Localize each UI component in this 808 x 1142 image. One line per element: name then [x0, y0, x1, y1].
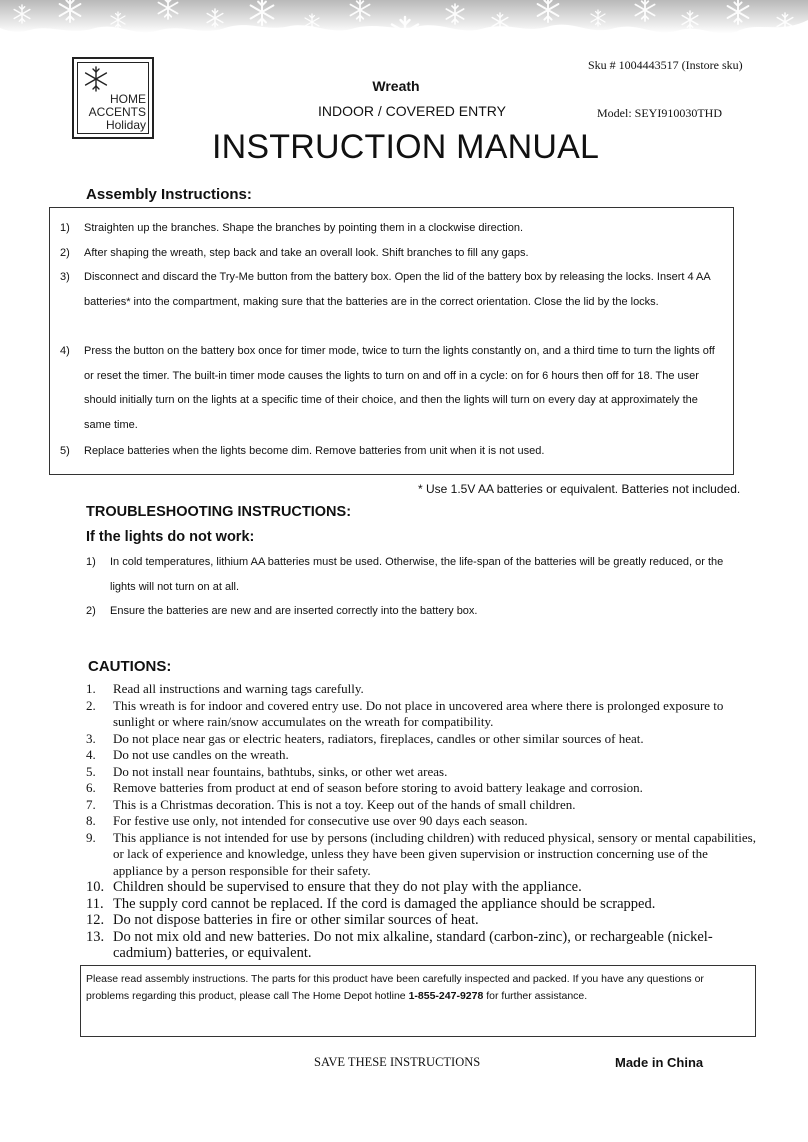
cautions-list: [86, 681, 756, 962]
troubleshooting-heading: TROUBLESHOOTING INSTRUCTIONS:: [86, 504, 352, 520]
step-number: 1): [60, 222, 70, 234]
caution-number: 13.: [86, 928, 105, 945]
caution-item: [86, 797, 756, 814]
troubleshooting-subheading: If the lights do not work:: [86, 529, 255, 545]
caution-text: Do not use candles on the wreath.: [113, 747, 289, 762]
notice-text-after: for further assistance.: [483, 990, 588, 1002]
caution-number: 8.: [86, 813, 96, 828]
step-text: Replace batteries when the lights become dim. Remove batteries from unit when it is not used.: [84, 445, 545, 457]
caution-text: Do not mix old and new batteries. Do not mix alkaline, standard (carbon-zinc), or rechargeable (nickel-cadmium) batteries, or equivalent.: [113, 928, 713, 961]
page-title: INSTRUCTION MANUAL: [212, 128, 600, 166]
caution-text: Children should be supervised to ensure that they do not play with the appliance.: [113, 879, 582, 895]
save-instructions-note: SAVE THESE INSTRUCTIONS: [314, 1055, 481, 1069]
step-text: Ensure the batteries are new and are inserted correctly into the battery box.: [110, 605, 478, 617]
caution-item: [86, 929, 756, 962]
caution-text: Read all instructions and warning tags carefully.: [113, 681, 364, 696]
caution-number: 5.: [86, 763, 96, 779]
step-text: Straighten up the branches. Shape the branches by pointing them in a clockwise direction.: [84, 222, 524, 234]
caution-number: 3.: [86, 730, 96, 746]
caution-item: [86, 912, 756, 929]
caution-item: [86, 780, 756, 797]
contact-notice: [86, 971, 746, 1005]
caution-text: The supply cord cannot be replaced. If the cord is damaged the appliance should be scrapped.: [113, 895, 656, 912]
caution-item: [86, 813, 756, 830]
logo-line-3: Holiday: [105, 118, 146, 132]
caution-text: Do not install near fountains, bathtubs, sinks, or other wet areas.: [113, 763, 448, 779]
notice-text-before: Please read assembly instructions. The parts for this product have been carefully inspected and packed. If you have any questions or problems regarding this product, please call The Home Depot hotline: [86, 973, 704, 1002]
hotline-number: 1-855-247-9278: [408, 990, 484, 1002]
sku-number: Sku # 1004443517 (Instore sku): [588, 58, 743, 72]
step-text: Press the button on the battery box once for timer mode, twice to turn the lights constantly on, and a third time to turn the lights off or reset the timer. The built-in timer mode causes the lights to turn on and off in a cycle: on for 6 hours then off for 18. The user should initially turn on the lights at a specific time of their choice, and then the lights will turn on every day at approximately the same time.: [84, 345, 715, 431]
snowflake-icon: [82, 65, 110, 93]
step-text: Disconnect and discard the Try-Me button from the battery box. Open the lid of the battery box by releasing the locks. Insert 4 AA batteries* into the compartment, making sure that the batteries are in the correct orientation. Close the lid by the locks.: [84, 271, 711, 308]
step-text: In cold temperatures, lithium AA batteries must be used. Otherwise, the life-span of the batteries will be greatly reduced, or the lights will not turn on at all.: [110, 556, 724, 593]
assembly-heading: Assembly Instructions:: [86, 186, 252, 203]
caution-number: 4.: [86, 747, 96, 762]
caution-text: This is a Christmas decoration. This is not a toy. Keep out of the hands of small children.: [113, 796, 576, 812]
caution-number: 6.: [86, 780, 96, 795]
usage-location: INDOOR / COVERED ENTRY: [318, 103, 506, 119]
caution-item: [86, 879, 756, 896]
caution-text: Remove batteries from product at end of season before storing to avoid battery leakage and corrosion.: [113, 780, 643, 795]
product-name: Wreath: [372, 78, 420, 94]
step-number: 1): [86, 556, 96, 568]
brand-logo: [72, 57, 154, 139]
caution-item: [86, 698, 756, 731]
contact-notice-box: [80, 965, 756, 1037]
assembly-instructions-box: [49, 207, 734, 475]
step-number: 5): [60, 445, 70, 457]
caution-number: 7.: [86, 796, 96, 812]
battery-note: * Use 1.5V AA batteries or equivalent. Batteries not included.: [418, 482, 741, 496]
caution-number: 11.: [86, 895, 104, 912]
step-number: 4): [60, 345, 70, 357]
step-number: 2): [86, 605, 96, 617]
country-of-origin: Made in China: [615, 1055, 704, 1070]
caution-item: [86, 764, 756, 781]
caution-text: This appliance is not intended for use by persons (including children) with reduced physical, sensory or mental capabilities, or lack of experience and knowledge, unless they have been given supervision or instruction concerning use of the appliance by a person responsible for their safety.: [113, 829, 756, 878]
caution-item: [86, 747, 756, 764]
cautions-heading: CAUTIONS:: [88, 658, 172, 675]
step-number: 2): [60, 247, 70, 259]
caution-number: 1.: [86, 681, 96, 696]
caution-text: This wreath is for indoor and covered entry use. Do not place in uncovered area where there is prolonged exposure to sunlight or where rain/snow accumulates on the wreath for compatibility.: [113, 697, 724, 729]
logo-line-1: HOME: [110, 92, 146, 106]
caution-item: [86, 830, 756, 880]
caution-number: 2.: [86, 697, 96, 713]
caution-text: For festive use only, not intended for consecutive use over 90 days each season.: [113, 813, 528, 828]
caution-number: 9.: [86, 829, 96, 845]
caution-number: 12.: [86, 912, 105, 928]
step-text: After shaping the wreath, step back and take an overall look. Shift branches to fill any gaps.: [84, 247, 529, 259]
logo-line-2: ACCENTS: [88, 105, 146, 119]
snowflake-border: [0, 0, 808, 60]
caution-item: [86, 681, 756, 698]
caution-item: [86, 731, 756, 748]
model-number: Model: SEYI910030THD: [597, 106, 722, 120]
step-number: 3): [60, 271, 70, 283]
caution-text: Do not place near gas or electric heaters, radiators, fireplaces, candles or other similar sources of heat.: [113, 730, 644, 746]
caution-text: Do not dispose batteries in fire or other similar sources of heat.: [113, 912, 479, 928]
caution-number: 10.: [86, 879, 105, 895]
caution-item: [86, 896, 756, 913]
